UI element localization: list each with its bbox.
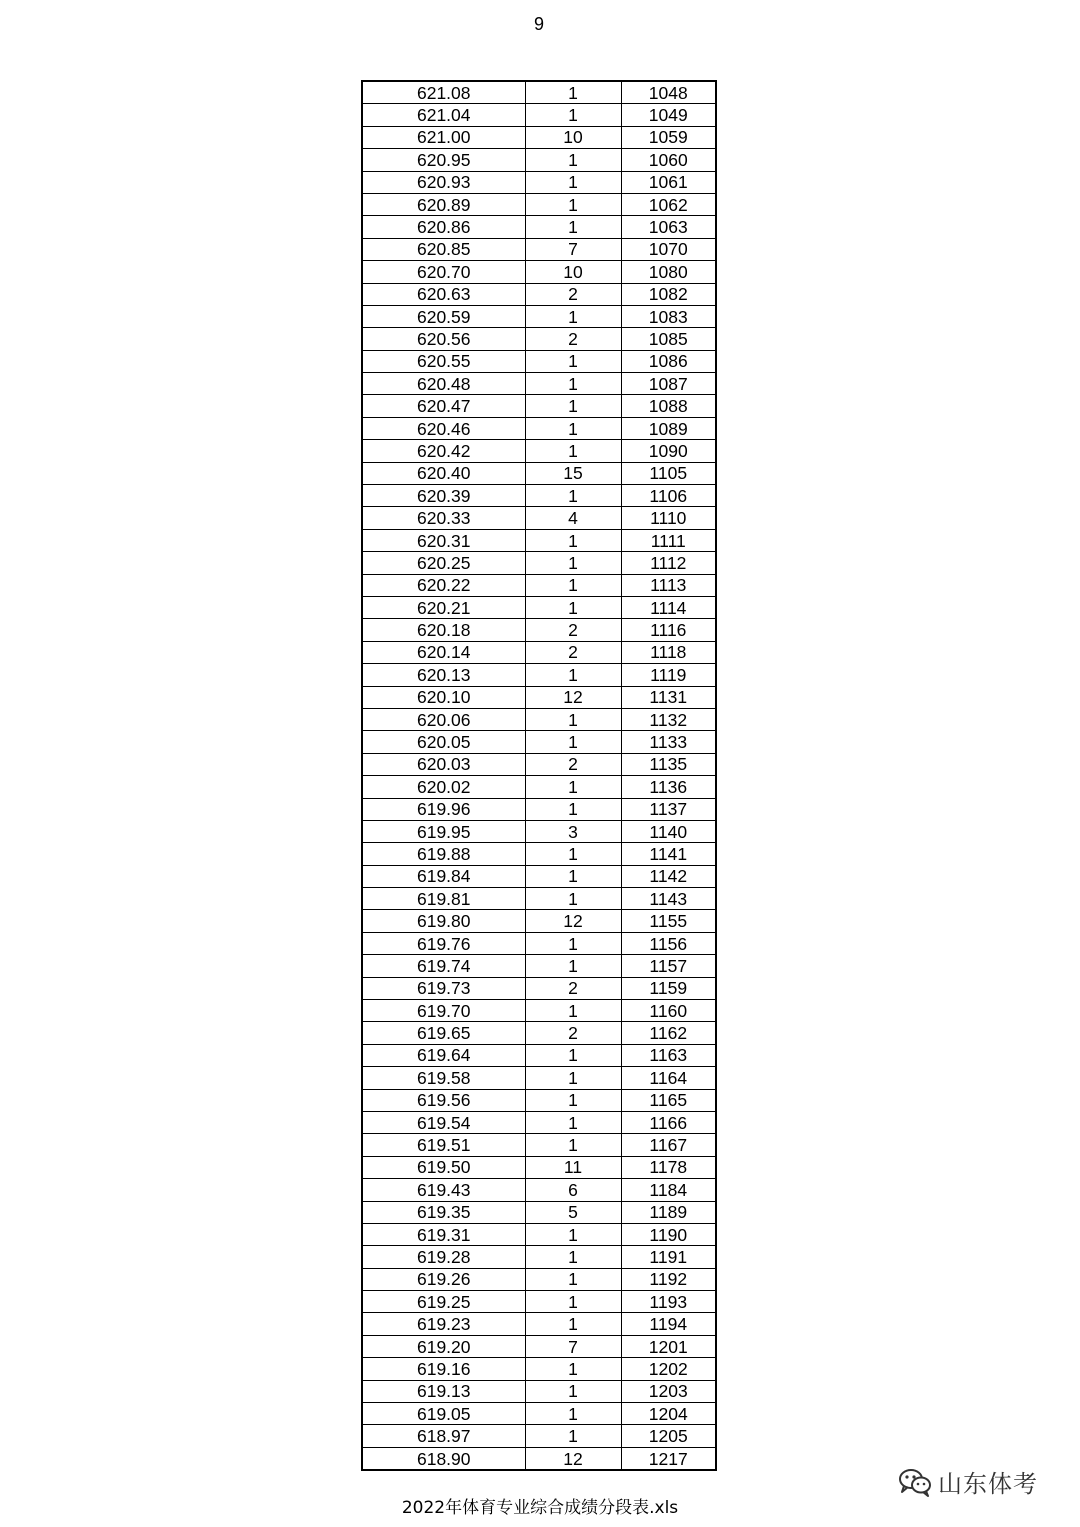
score-cell: 619.58: [362, 1067, 525, 1089]
cumulative-cell: 1080: [621, 261, 716, 283]
cumulative-cell: 1193: [621, 1291, 716, 1313]
table-row: [362, 283, 716, 305]
score-cell: 618.97: [362, 1425, 525, 1447]
count-cell: 12: [525, 910, 621, 932]
table-row: [362, 305, 716, 327]
count-cell: 2: [525, 977, 621, 999]
count-cell: 1: [525, 485, 621, 507]
score-cell: 619.43: [362, 1179, 525, 1201]
count-cell: 1: [525, 1358, 621, 1380]
score-cell: 620.89: [362, 193, 525, 215]
cumulative-cell: 1082: [621, 283, 716, 305]
count-cell: 7: [525, 238, 621, 260]
score-cell: 619.70: [362, 1000, 525, 1022]
score-cell: 620.10: [362, 686, 525, 708]
table-row: [362, 910, 716, 932]
score-cell: 621.08: [362, 81, 525, 104]
table-row: [362, 708, 716, 730]
table-row: [362, 798, 716, 820]
score-cell: 620.39: [362, 485, 525, 507]
wechat-icon: [898, 1467, 932, 1497]
cumulative-cell: 1137: [621, 798, 716, 820]
score-cell: 620.14: [362, 641, 525, 663]
count-cell: 1: [525, 1044, 621, 1066]
score-cell: 620.46: [362, 417, 525, 439]
count-cell: 1: [525, 305, 621, 327]
cumulative-cell: 1133: [621, 731, 716, 753]
table-row: [362, 865, 716, 887]
count-cell: 1: [525, 955, 621, 977]
cumulative-cell: 1070: [621, 238, 716, 260]
score-cell: 619.96: [362, 798, 525, 820]
table-row: [362, 1246, 716, 1268]
count-cell: 1: [525, 395, 621, 417]
cumulative-cell: 1192: [621, 1268, 716, 1290]
count-cell: 1: [525, 776, 621, 798]
table-row: [362, 596, 716, 618]
cumulative-cell: 1083: [621, 305, 716, 327]
table-row: [362, 171, 716, 193]
table-row: [362, 1067, 716, 1089]
cumulative-cell: 1062: [621, 193, 716, 215]
table-row: [362, 417, 716, 439]
score-cell: 619.65: [362, 1022, 525, 1044]
cumulative-cell: 1140: [621, 820, 716, 842]
count-cell: 7: [525, 1335, 621, 1357]
count-cell: 1: [525, 81, 621, 104]
score-cell: 619.73: [362, 977, 525, 999]
cumulative-cell: 1087: [621, 373, 716, 395]
score-cell: 621.00: [362, 126, 525, 148]
table-row: [362, 641, 716, 663]
watermark-text: 山东体考: [938, 1470, 1038, 1498]
cumulative-cell: 1201: [621, 1335, 716, 1357]
cumulative-cell: 1088: [621, 395, 716, 417]
table-row: [362, 261, 716, 283]
table-row: [362, 485, 716, 507]
score-cell: 620.03: [362, 753, 525, 775]
table-row: [362, 574, 716, 596]
cumulative-cell: 1135: [621, 753, 716, 775]
table-row: [362, 1313, 716, 1335]
count-cell: 1: [525, 1246, 621, 1268]
cumulative-cell: 1090: [621, 440, 716, 462]
cumulative-cell: 1119: [621, 664, 716, 686]
count-cell: 2: [525, 283, 621, 305]
score-cell: 620.48: [362, 373, 525, 395]
count-cell: 1: [525, 843, 621, 865]
count-cell: 1: [525, 596, 621, 618]
table-row: [362, 81, 716, 104]
table-row: [362, 238, 716, 260]
score-cell: 620.18: [362, 619, 525, 641]
score-cell: 619.81: [362, 888, 525, 910]
cumulative-cell: 1155: [621, 910, 716, 932]
count-cell: 11: [525, 1156, 621, 1178]
score-cell: 619.56: [362, 1089, 525, 1111]
table-row: [362, 1403, 716, 1425]
cumulative-cell: 1142: [621, 865, 716, 887]
count-cell: 1: [525, 708, 621, 730]
score-cell: 620.55: [362, 350, 525, 372]
table-row: [362, 1089, 716, 1111]
table-row: [362, 619, 716, 641]
cumulative-cell: 1061: [621, 171, 716, 193]
table-row: [362, 216, 716, 238]
table-row: [362, 1044, 716, 1066]
cumulative-cell: 1131: [621, 686, 716, 708]
count-cell: 2: [525, 619, 621, 641]
score-cell: 620.47: [362, 395, 525, 417]
table-row: [362, 462, 716, 484]
cumulative-cell: 1203: [621, 1380, 716, 1402]
score-cell: 619.28: [362, 1246, 525, 1268]
cumulative-cell: 1113: [621, 574, 716, 596]
score-cell: 619.23: [362, 1313, 525, 1335]
cumulative-cell: 1159: [621, 977, 716, 999]
score-cell: 619.51: [362, 1134, 525, 1156]
table-row: [362, 1425, 716, 1447]
score-cell: 620.21: [362, 596, 525, 618]
count-cell: 1: [525, 1089, 621, 1111]
table-row: [362, 1358, 716, 1380]
score-cell: 620.95: [362, 149, 525, 171]
score-cell: 620.33: [362, 507, 525, 529]
cumulative-cell: 1157: [621, 955, 716, 977]
cumulative-cell: 1141: [621, 843, 716, 865]
cumulative-cell: 1116: [621, 619, 716, 641]
score-cell: 619.88: [362, 843, 525, 865]
cumulative-cell: 1156: [621, 932, 716, 954]
cumulative-cell: 1111: [621, 529, 716, 551]
count-cell: 1: [525, 1268, 621, 1290]
count-cell: 1: [525, 1111, 621, 1133]
count-cell: 6: [525, 1179, 621, 1201]
count-cell: 1: [525, 171, 621, 193]
cumulative-cell: 1085: [621, 328, 716, 350]
footer-filename: 2022年体育专业综合成绩分段表.xls: [401, 1498, 679, 1518]
cumulative-cell: 1191: [621, 1246, 716, 1268]
cumulative-cell: 1118: [621, 641, 716, 663]
table-row: [362, 664, 716, 686]
table-row: [362, 753, 716, 775]
table-row: [362, 104, 716, 126]
cumulative-cell: 1163: [621, 1044, 716, 1066]
page-number: 9: [533, 14, 544, 34]
table-row: [362, 1447, 716, 1470]
table-row: [362, 1201, 716, 1223]
table-row: [362, 193, 716, 215]
count-cell: 2: [525, 328, 621, 350]
score-cell: 620.93: [362, 171, 525, 193]
cumulative-cell: 1112: [621, 552, 716, 574]
count-cell: 1: [525, 216, 621, 238]
table-row: [362, 731, 716, 753]
count-cell: 1: [525, 1313, 621, 1335]
score-cell: 620.63: [362, 283, 525, 305]
score-cell: 618.90: [362, 1447, 525, 1470]
score-cell: 619.13: [362, 1380, 525, 1402]
table-row: [362, 395, 716, 417]
score-cell: 620.22: [362, 574, 525, 596]
cumulative-cell: 1110: [621, 507, 716, 529]
cumulative-cell: 1217: [621, 1447, 716, 1470]
count-cell: 1: [525, 193, 621, 215]
cumulative-cell: 1048: [621, 81, 716, 104]
cumulative-cell: 1165: [621, 1089, 716, 1111]
count-cell: 2: [525, 1022, 621, 1044]
score-cell: 619.76: [362, 932, 525, 954]
cumulative-cell: 1049: [621, 104, 716, 126]
table-row: [362, 350, 716, 372]
table-row: [362, 1291, 716, 1313]
table-row: [362, 1022, 716, 1044]
table-row: [362, 686, 716, 708]
table-row: [362, 977, 716, 999]
table-row: [362, 1111, 716, 1133]
count-cell: 1: [525, 1291, 621, 1313]
table-row: [362, 1380, 716, 1402]
table-row: [362, 373, 716, 395]
table-row: [362, 507, 716, 529]
count-cell: 1: [525, 373, 621, 395]
table-row: [362, 552, 716, 574]
count-cell: 4: [525, 507, 621, 529]
table-row: [362, 955, 716, 977]
cumulative-cell: 1136: [621, 776, 716, 798]
table-row: [362, 820, 716, 842]
cumulative-cell: 1059: [621, 126, 716, 148]
score-cell: 619.05: [362, 1403, 525, 1425]
cumulative-cell: 1132: [621, 708, 716, 730]
cumulative-cell: 1105: [621, 462, 716, 484]
count-cell: 1: [525, 417, 621, 439]
score-cell: 619.50: [362, 1156, 525, 1178]
score-cell: 619.35: [362, 1201, 525, 1223]
cumulative-cell: 1160: [621, 1000, 716, 1022]
count-cell: 3: [525, 820, 621, 842]
score-cell: 620.02: [362, 776, 525, 798]
cumulative-cell: 1204: [621, 1403, 716, 1425]
count-cell: 2: [525, 641, 621, 663]
score-cell: 620.86: [362, 216, 525, 238]
table-row: [362, 1268, 716, 1290]
score-cell: 620.59: [362, 305, 525, 327]
count-cell: 1: [525, 1134, 621, 1156]
count-cell: 1: [525, 664, 621, 686]
score-cell: 620.25: [362, 552, 525, 574]
count-cell: 1: [525, 1380, 621, 1402]
score-cell: 619.95: [362, 820, 525, 842]
count-cell: 1: [525, 149, 621, 171]
table-row: [362, 1000, 716, 1022]
cumulative-cell: 1205: [621, 1425, 716, 1447]
count-cell: 1: [525, 1403, 621, 1425]
score-cell: 620.70: [362, 261, 525, 283]
count-cell: 12: [525, 686, 621, 708]
table-row: [362, 529, 716, 551]
count-cell: 1: [525, 1223, 621, 1245]
table-row: [362, 126, 716, 148]
table-row: [362, 1335, 716, 1357]
score-cell: 619.20: [362, 1335, 525, 1357]
table-row: [362, 888, 716, 910]
table-body: [362, 81, 716, 1470]
cumulative-cell: 1106: [621, 485, 716, 507]
score-cell: 620.05: [362, 731, 525, 753]
count-cell: 1: [525, 552, 621, 574]
cumulative-cell: 1164: [621, 1067, 716, 1089]
count-cell: 1: [525, 731, 621, 753]
cumulative-cell: 1178: [621, 1156, 716, 1178]
cumulative-cell: 1162: [621, 1022, 716, 1044]
score-cell: 619.26: [362, 1268, 525, 1290]
cumulative-cell: 1184: [621, 1179, 716, 1201]
score-cell: 619.74: [362, 955, 525, 977]
score-cell: 620.85: [362, 238, 525, 260]
score-cell: 620.40: [362, 462, 525, 484]
score-cell: 619.25: [362, 1291, 525, 1313]
count-cell: 10: [525, 261, 621, 283]
score-cell: 621.04: [362, 104, 525, 126]
count-cell: 1: [525, 529, 621, 551]
cumulative-cell: 1089: [621, 417, 716, 439]
table-row: [362, 328, 716, 350]
count-cell: 1: [525, 888, 621, 910]
score-cell: 619.84: [362, 865, 525, 887]
score-cell: 619.80: [362, 910, 525, 932]
count-cell: 1: [525, 1000, 621, 1022]
score-distribution-table: [361, 80, 717, 1471]
score-cell: 619.31: [362, 1223, 525, 1245]
count-cell: 15: [525, 462, 621, 484]
count-cell: 1: [525, 1067, 621, 1089]
table-row: [362, 932, 716, 954]
count-cell: 2: [525, 753, 621, 775]
cumulative-cell: 1166: [621, 1111, 716, 1133]
cumulative-cell: 1086: [621, 350, 716, 372]
table-row: [362, 1156, 716, 1178]
count-cell: 10: [525, 126, 621, 148]
count-cell: 1: [525, 1425, 621, 1447]
score-cell: 620.13: [362, 664, 525, 686]
table-row: [362, 149, 716, 171]
table-row: [362, 1223, 716, 1245]
cumulative-cell: 1202: [621, 1358, 716, 1380]
count-cell: 5: [525, 1201, 621, 1223]
count-cell: 1: [525, 350, 621, 372]
cumulative-cell: 1060: [621, 149, 716, 171]
count-cell: 1: [525, 798, 621, 820]
count-cell: 1: [525, 104, 621, 126]
table-row: [362, 440, 716, 462]
cumulative-cell: 1143: [621, 888, 716, 910]
table-row: [362, 1134, 716, 1156]
count-cell: 1: [525, 865, 621, 887]
cumulative-cell: 1189: [621, 1201, 716, 1223]
table-row: [362, 776, 716, 798]
score-cell: 619.64: [362, 1044, 525, 1066]
count-cell: 12: [525, 1447, 621, 1470]
score-cell: 620.06: [362, 708, 525, 730]
score-cell: 620.31: [362, 529, 525, 551]
score-cell: 619.16: [362, 1358, 525, 1380]
score-cell: 620.56: [362, 328, 525, 350]
count-cell: 1: [525, 932, 621, 954]
count-cell: 1: [525, 574, 621, 596]
cumulative-cell: 1063: [621, 216, 716, 238]
cumulative-cell: 1114: [621, 596, 716, 618]
score-cell: 620.42: [362, 440, 525, 462]
cumulative-cell: 1194: [621, 1313, 716, 1335]
cumulative-cell: 1190: [621, 1223, 716, 1245]
score-cell: 619.54: [362, 1111, 525, 1133]
count-cell: 1: [525, 440, 621, 462]
cumulative-cell: 1167: [621, 1134, 716, 1156]
table-row: [362, 1179, 716, 1201]
table-row: [362, 843, 716, 865]
